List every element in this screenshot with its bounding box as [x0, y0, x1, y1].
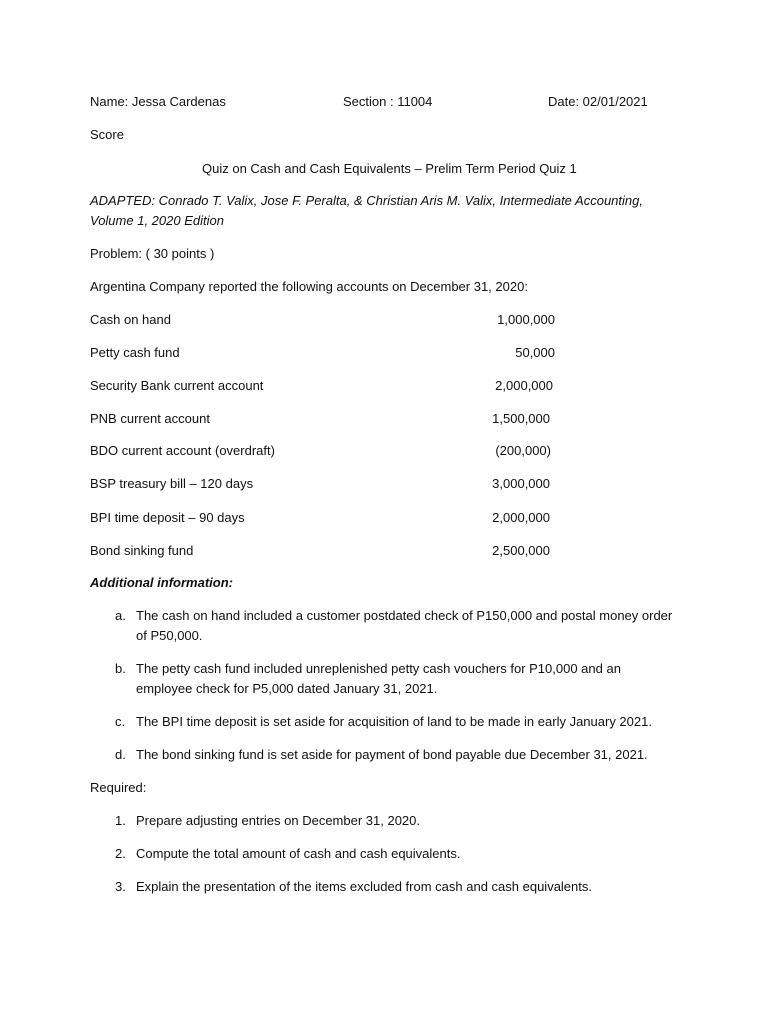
account-label: Security Bank current account	[90, 378, 264, 393]
list-marker: a.	[115, 608, 126, 623]
account-amount: 1,000,000	[497, 312, 555, 327]
adapted-line-2: Volume 1, 2020 Edition	[90, 213, 224, 228]
list-marker: c.	[115, 714, 126, 729]
problem-heading: Problem: ( 30 points )	[90, 246, 215, 261]
list-marker: 1.	[115, 813, 126, 828]
student-name: Name: Jessa Cardenas	[90, 94, 226, 109]
account-label: Petty cash fund	[90, 345, 180, 360]
account-amount: 3,000,000	[492, 476, 550, 491]
account-label: Bond sinking fund	[90, 543, 194, 558]
intro-text: Argentina Company reported the following accounts on December 31, 2020:	[90, 279, 528, 294]
account-amount: (200,000)	[495, 443, 551, 458]
list-item: The BPI time deposit is set aside for acquisition of land to be made in early January 2021.	[136, 714, 652, 729]
adapted-line-1: ADAPTED: Conrado T. Valix, Jose F. Peralta, & Christian Aris M. Valix, Intermediate Accounting,	[90, 193, 643, 208]
quiz-date: Date: 02/01/2021	[548, 94, 648, 109]
list-marker: b.	[115, 661, 126, 676]
account-amount: 2,000,000	[495, 378, 553, 393]
account-label: BSP treasury bill – 120 days	[90, 476, 254, 491]
section-number: Section : 11004	[343, 94, 433, 109]
list-marker: 2.	[115, 846, 126, 861]
list-item: Explain the presentation of the items excluded from cash and cash equivalents.	[136, 879, 592, 894]
account-label: Cash on hand	[90, 312, 171, 327]
additional-info-heading: Additional information:	[90, 575, 233, 590]
required-heading: Required:	[90, 780, 147, 795]
list-item: The bond sinking fund is set aside for payment of bond payable due December 31, 2021.	[136, 747, 648, 762]
list-marker: d.	[115, 747, 126, 762]
account-amount: 2,000,000	[492, 510, 550, 525]
account-amount: 2,500,000	[492, 543, 550, 558]
page-title: Quiz on Cash and Cash Equivalents – Prelim Term Period Quiz 1	[202, 161, 577, 176]
account-amount: 50,000	[515, 345, 555, 360]
list-item: The petty cash fund included unreplenished petty cash vouchers for P10,000 and an employee check for P5,000 dated January 31, 2021.	[136, 661, 621, 696]
score-label: Score	[90, 127, 124, 142]
account-label: BDO current account (overdraft)	[90, 443, 275, 458]
account-amount: 1,500,000	[492, 411, 550, 426]
list-item: Compute the total amount of cash and cash equivalents.	[136, 846, 461, 861]
list-marker: 3.	[115, 879, 126, 894]
list-item: Prepare adjusting entries on December 31, 2020.	[136, 813, 421, 828]
account-label: BPI time deposit – 90 days	[90, 510, 245, 525]
list-item: The cash on hand included a customer postdated check of P150,000 and postal money order of P50,000.	[136, 608, 673, 643]
account-label: PNB current account	[90, 411, 210, 426]
